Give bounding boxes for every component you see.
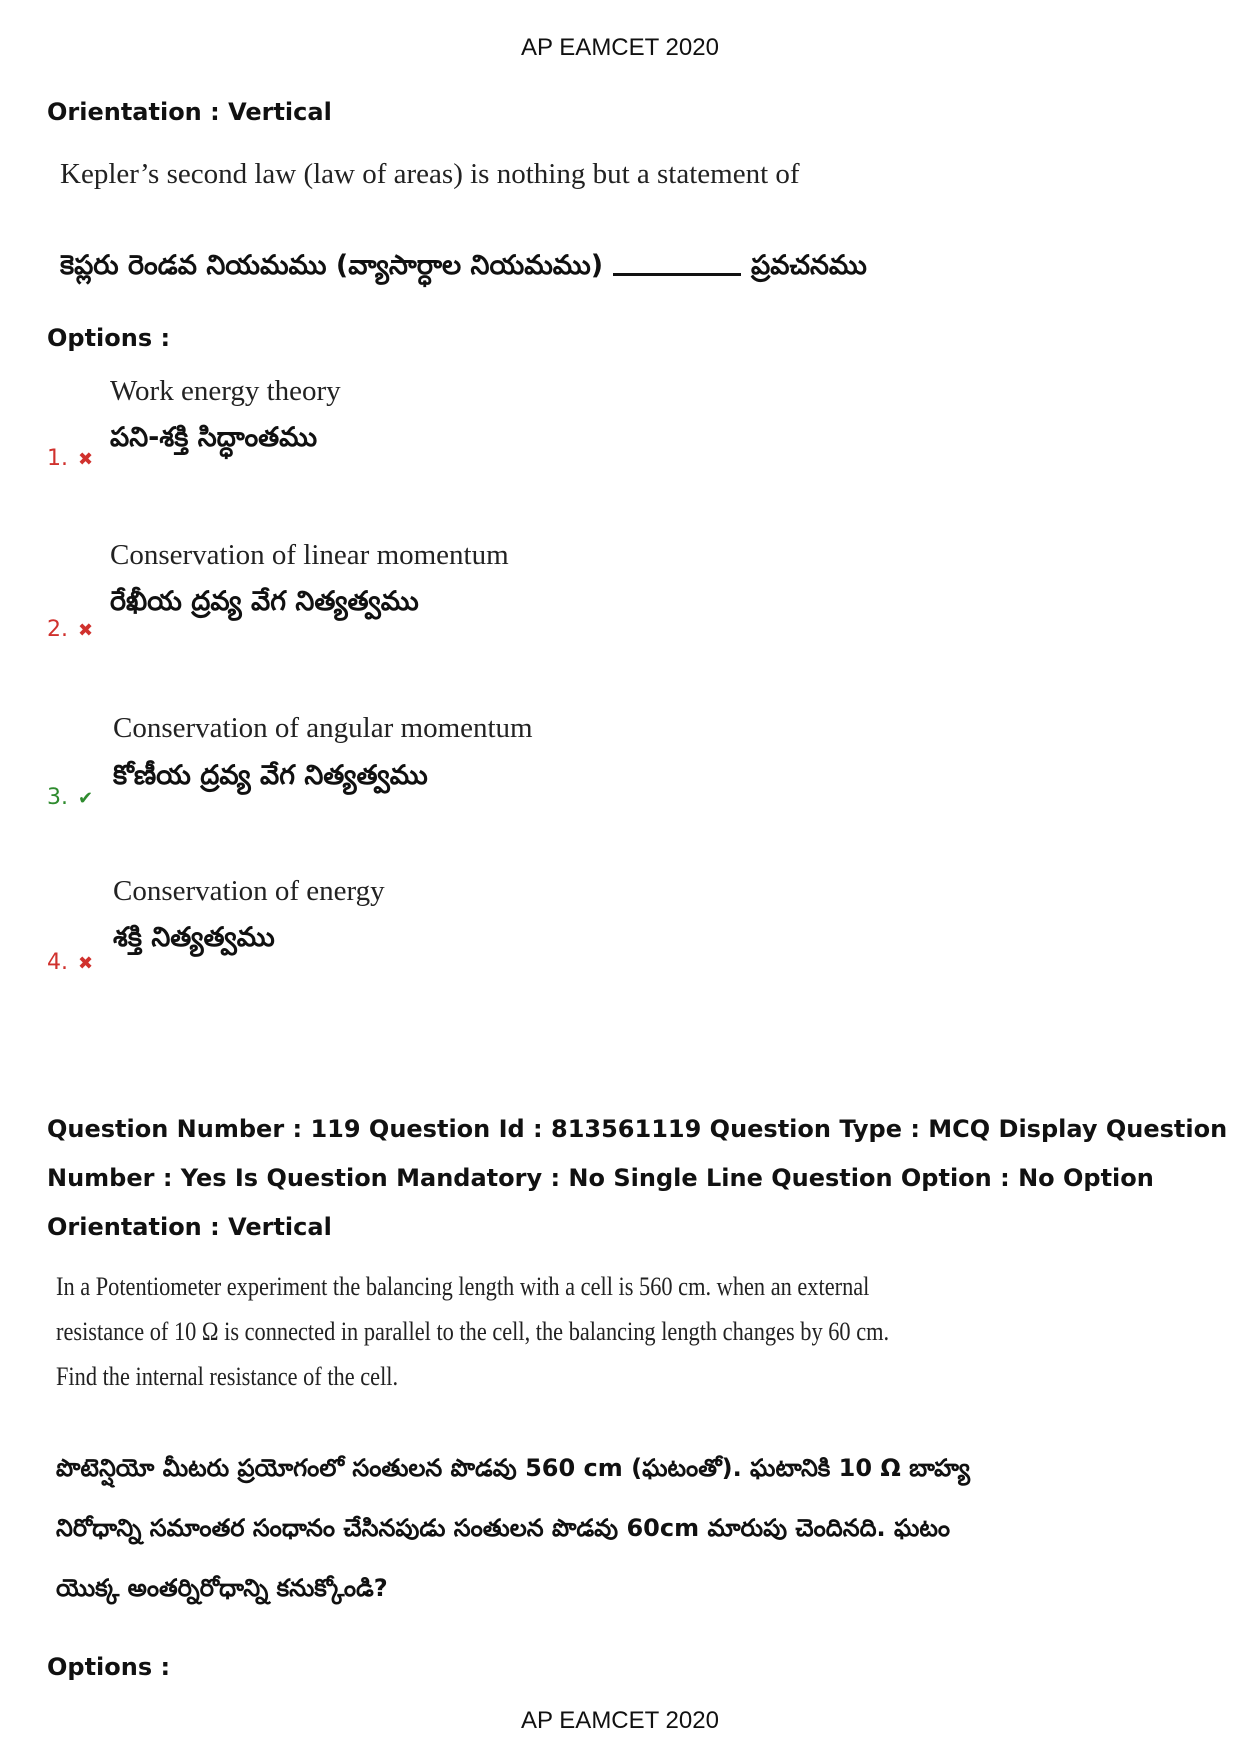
q2-question-english-line-3: Find the internal resistance of the cell. — [56, 1362, 399, 1391]
q2-question-english-line-1: In a Potentiometer experiment the balancing length with a cell is 560 cm. when an external — [56, 1272, 870, 1301]
option-4-english: Conservation of energy — [113, 875, 385, 907]
q1-question-telugu-part2: ప్రవచనము — [751, 250, 867, 281]
option-1-english: Work energy theory — [110, 375, 341, 407]
q1-options-label: Options : — [47, 324, 171, 352]
q2-question-telugu-line-1: పొటెన్షియో మీటరు ప్రయోగంలో సంతులన పొడవు 560 cm (ఘటంతో). ఘటానికి 10 Ω బాహ్య — [56, 1454, 970, 1482]
q2-question-telugu-line-3: యొక్క అంతర్నిరోధాన్ని కనుక్కోండి? — [56, 1574, 388, 1602]
option-4-telugu: శక్తి నిత్యత్వము — [113, 922, 275, 953]
option-2-telugu: రేఖీయ ద్రవ్య వేగ నిత్యత్వము — [110, 586, 419, 617]
page-footer: AP EAMCET 2020 — [521, 1707, 719, 1734]
cross-icon: ✖ — [78, 953, 94, 974]
option-4-number: 4. — [47, 950, 68, 975]
cross-icon: ✖ — [78, 449, 94, 470]
page-header: AP EAMCET 2020 — [521, 34, 719, 61]
q1-question-telugu-part1: కెప్లరు రెండవ నియమము (వ్యాసార్ధాల నియమము) — [60, 250, 604, 281]
option-3-number: 3. — [47, 785, 68, 810]
option-2-english: Conservation of linear momentum — [110, 539, 509, 571]
q2-question-english-line-2: resistance of 10 Ω is connected in parallel to the cell, the balancing length changes by 60 cm. — [56, 1317, 890, 1346]
option-2-marker — [47, 617, 93, 642]
q2-meta-line-2: Number : Yes Is Question Mandatory : No Single Line Question Option : No Option — [47, 1164, 1154, 1192]
q2-options-label: Options : — [47, 1653, 171, 1681]
q2-question-telugu-line-2: నిరోధాన్ని సమాంతర సంధానం చేసినపుడు సంతులన పొడవు 60cm మారుపు చెందినది. ఘటం — [56, 1514, 951, 1542]
cross-icon: ✖ — [78, 620, 94, 641]
option-3-marker — [47, 785, 93, 810]
option-1-telugu: పని-శక్తి సిద్ధాంతము — [110, 422, 318, 453]
q1-question-telugu — [60, 250, 867, 288]
option-1-marker — [47, 446, 93, 471]
option-2-number: 2. — [47, 617, 68, 642]
q2-orientation-label: Orientation : Vertical — [47, 1213, 332, 1241]
option-1-number: 1. — [47, 446, 68, 471]
option-3-english: Conservation of angular momentum — [113, 712, 533, 744]
q2-meta-line-1: Question Number : 119 Question Id : 813561119 Question Type : MCQ Display Question — [47, 1115, 1228, 1143]
q1-question-english: Kepler’s second law (law of areas) is nothing but a statement of — [60, 158, 800, 190]
q1-orientation-label: Orientation : Vertical — [47, 98, 332, 126]
option-3-telugu: కోణీయ ద్రవ్య వేగ నిత్యత్వము — [113, 760, 428, 791]
option-4-marker — [47, 950, 93, 975]
check-icon: ✔ — [78, 788, 94, 809]
answer-blank — [613, 273, 741, 276]
